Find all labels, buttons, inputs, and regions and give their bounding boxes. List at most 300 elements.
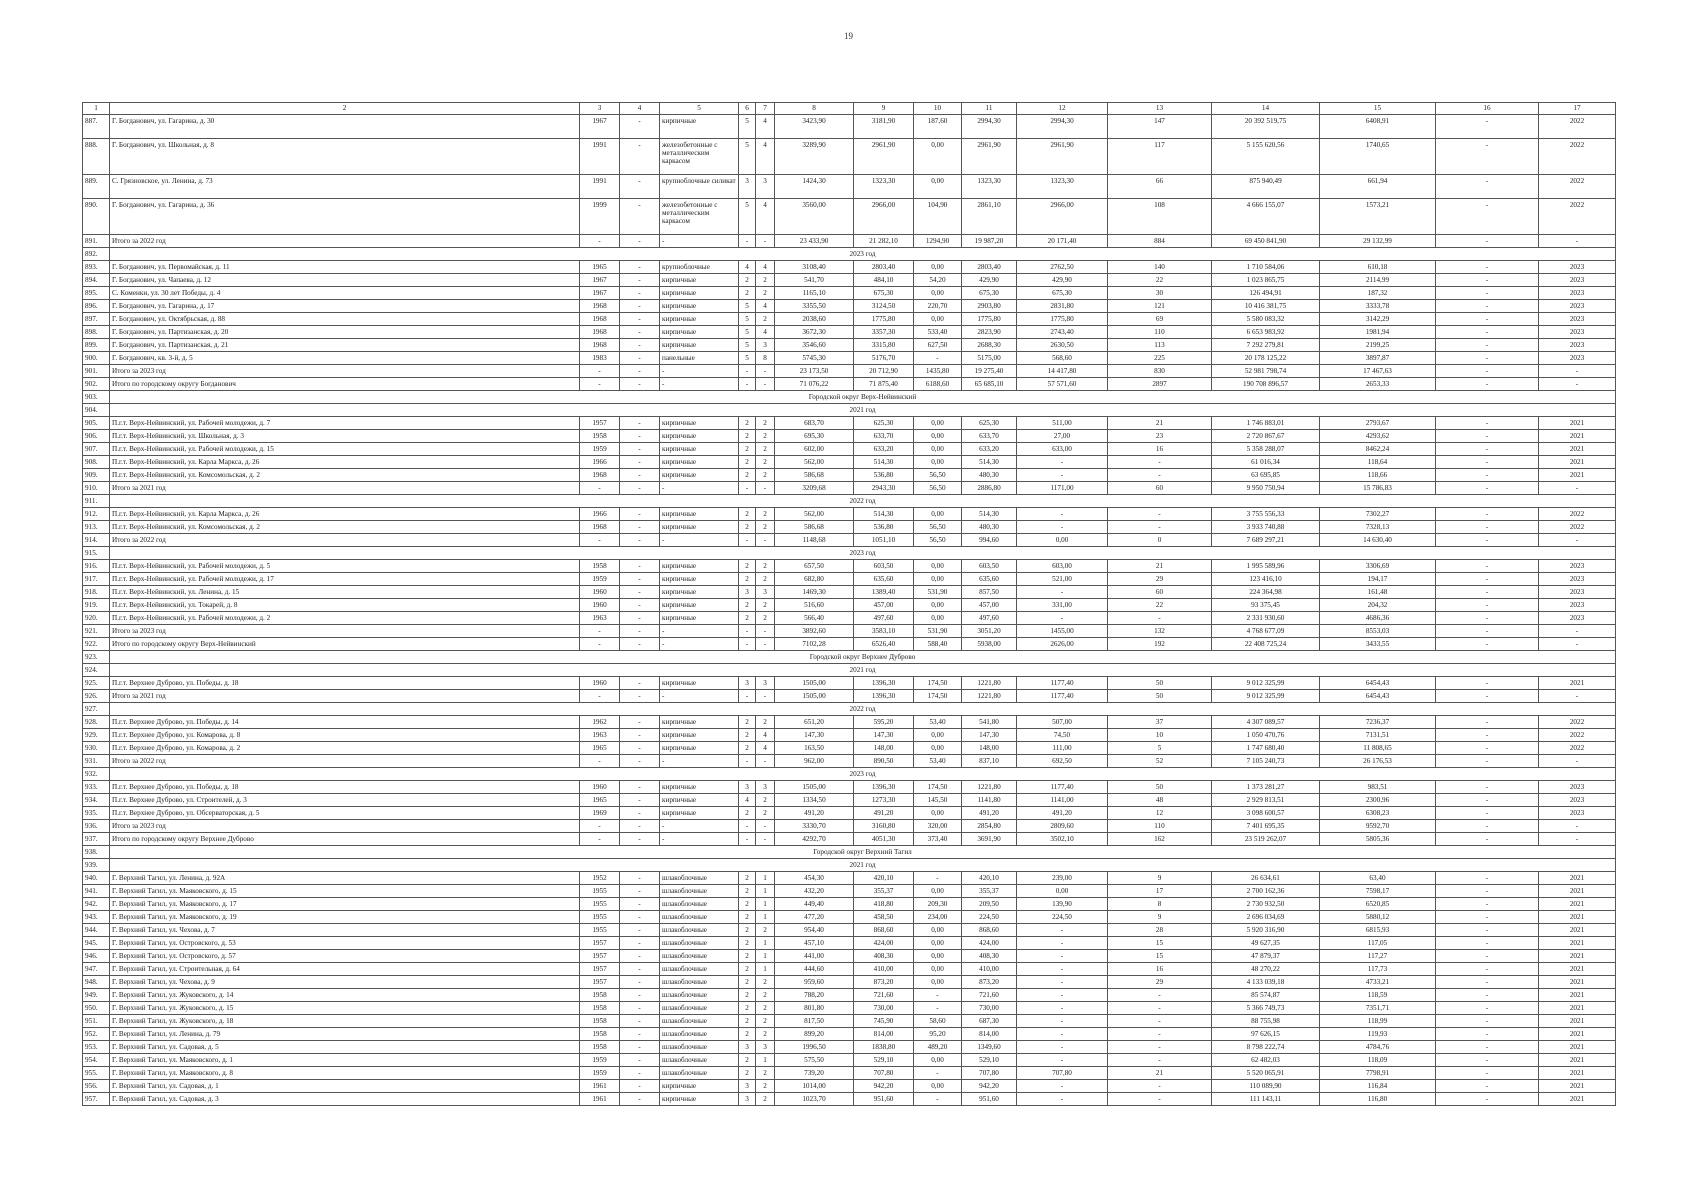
table-row	[83, 612, 1616, 625]
table-cell: 1424,30	[775, 175, 854, 199]
table-cell: кирпичные	[660, 781, 739, 794]
table-cell: 1740,65	[1320, 139, 1436, 175]
table-cell: -	[1436, 300, 1539, 313]
table-cell: -	[580, 638, 620, 651]
table-cell: -	[1017, 1015, 1108, 1028]
table-cell: 37	[1108, 716, 1212, 729]
table-cell: -	[1436, 235, 1539, 248]
table-cell: -	[1436, 833, 1539, 846]
table-cell: -	[1436, 469, 1539, 482]
address-cell: Г. Верхний Тагил, ул. Островского, д. 57	[110, 950, 580, 963]
table-cell: -	[1017, 508, 1108, 521]
table-cell: 0,00	[914, 729, 962, 742]
address-cell: Г. Верхний Тагил, ул. Ленина, д. 79	[110, 1028, 580, 1041]
section-heading: 2021 год	[110, 859, 1616, 872]
table-cell: 5880,12	[1320, 911, 1436, 924]
table-cell: -	[1017, 963, 1108, 976]
table-cell: 408,30	[854, 950, 914, 963]
table-cell: шлакоблочные	[660, 1002, 739, 1015]
table-cell: 2021	[1539, 1041, 1616, 1054]
table-cell: 529,10	[854, 1054, 914, 1067]
table-cell: кирпичные	[660, 443, 739, 456]
table-cell: 26 176,53	[1320, 755, 1436, 768]
table-cell: 15	[1108, 950, 1212, 963]
row-number: 904.	[83, 404, 110, 417]
table-cell: 2886,80	[962, 482, 1017, 495]
table-cell: -	[756, 378, 775, 391]
table-cell: 209,50	[962, 898, 1017, 911]
row-number: 910.	[83, 482, 110, 495]
table-row	[83, 1067, 1616, 1080]
table-cell: 121	[1108, 300, 1212, 313]
table-cell: -	[1017, 1002, 1108, 1015]
table-cell: 0,00	[1017, 885, 1108, 898]
table-cell: 1177,40	[1017, 781, 1108, 794]
table-row	[83, 599, 1616, 612]
table-cell: 9 012 325,99	[1212, 677, 1320, 690]
section-heading: Городской округ Верхний Тагил	[110, 846, 1616, 859]
table-cell: 1968	[580, 300, 620, 313]
table-cell: 5	[739, 115, 756, 139]
table-cell: 1955	[580, 898, 620, 911]
address-cell: Г. Верхний Тагил, ул. Жуковского, д. 18	[110, 1015, 580, 1028]
table-cell: 801,80	[775, 1002, 854, 1015]
table-cell: 2023	[1539, 586, 1616, 599]
table-cell: 2	[756, 430, 775, 443]
table-cell: 2	[739, 287, 756, 300]
table-cell: 1968	[580, 339, 620, 352]
table-cell: -	[1017, 612, 1108, 625]
table-cell: 3	[739, 781, 756, 794]
table-cell: шлакоблочные	[660, 1041, 739, 1054]
row-number: 948.	[83, 976, 110, 989]
table-cell: 873,20	[962, 976, 1017, 989]
table-cell: 7 105 240,73	[1212, 755, 1320, 768]
table-row	[83, 586, 1616, 599]
table-cell: 1960	[580, 781, 620, 794]
table-cell: 1349,60	[962, 1041, 1017, 1054]
table-cell: -	[580, 833, 620, 846]
table-cell: -	[1436, 1080, 1539, 1093]
table-row	[83, 794, 1616, 807]
row-number: 926.	[83, 690, 110, 703]
table-cell: 2762,50	[1017, 261, 1108, 274]
table-cell: -	[739, 534, 756, 547]
section-heading: 2022 год	[110, 495, 1616, 508]
table-cell: -	[1436, 963, 1539, 976]
address-cell: Итого за 2023 год	[110, 625, 580, 638]
table-cell: 116,84	[1320, 1080, 1436, 1093]
table-cell: 1014,00	[775, 1080, 854, 1093]
table-cell: 899,20	[775, 1028, 854, 1041]
table-cell: 66	[1108, 175, 1212, 199]
table-cell: 3	[739, 586, 756, 599]
column-number: 10	[914, 103, 962, 115]
table-cell: 0,00	[914, 924, 962, 937]
table-cell: 2021	[1539, 937, 1616, 950]
table-cell: -	[620, 287, 660, 300]
table-cell: -	[756, 534, 775, 547]
table-cell: 145,50	[914, 794, 962, 807]
table-cell: кирпичные	[660, 1080, 739, 1093]
table-cell: 721,60	[854, 989, 914, 1002]
table-cell: 1965	[580, 261, 620, 274]
table-cell: -	[1436, 638, 1539, 651]
row-number: 947.	[83, 963, 110, 976]
table-cell: 2023	[1539, 274, 1616, 287]
table-row	[83, 352, 1616, 365]
table-cell: 1775,80	[1017, 313, 1108, 326]
section-row	[83, 703, 1616, 716]
table-cell: -	[580, 534, 620, 547]
table-cell: 1455,00	[1017, 625, 1108, 638]
table-cell: 7598,17	[1320, 885, 1436, 898]
table-cell: 56,50	[914, 482, 962, 495]
table-cell: 0,00	[914, 976, 962, 989]
table-cell: 6 653 983,92	[1212, 326, 1320, 339]
table-cell: 2021	[1539, 911, 1616, 924]
table-cell: -	[1436, 820, 1539, 833]
column-number: 8	[775, 103, 854, 115]
table-cell: 2	[756, 456, 775, 469]
table-cell: -	[1436, 352, 1539, 365]
row-number: 913.	[83, 521, 110, 534]
table-cell: 2	[739, 924, 756, 937]
table-cell: 1952	[580, 872, 620, 885]
table-cell: 2803,40	[962, 261, 1017, 274]
table-cell: 174,50	[914, 677, 962, 690]
address-cell: Г. Верхний Тагил, ул. Садовая, д. 1	[110, 1080, 580, 1093]
table-cell: 2 730 932,50	[1212, 898, 1320, 911]
table-cell: 1959	[580, 1067, 620, 1080]
section-row	[83, 768, 1616, 781]
table-cell: кирпичные	[660, 339, 739, 352]
table-cell: 1959	[580, 443, 620, 456]
table-cell: 3691,90	[962, 833, 1017, 846]
table-cell: -	[756, 690, 775, 703]
table-cell: 49 627,35	[1212, 937, 1320, 950]
table-cell: 3330,70	[775, 820, 854, 833]
table-row	[83, 885, 1616, 898]
table-cell: 8 798 222,74	[1212, 1041, 1320, 1054]
table-cell: 2021	[1539, 1080, 1616, 1093]
table-cell: -	[580, 482, 620, 495]
table-cell: 541,70	[775, 274, 854, 287]
table-cell: 633,70	[854, 430, 914, 443]
row-number: 921.	[83, 625, 110, 638]
address-cell: Г. Богданович, ул. Первомайская, д. 11	[110, 261, 580, 274]
table-cell: 1958	[580, 430, 620, 443]
table-cell: 373,40	[914, 833, 962, 846]
table-cell: 1983	[580, 352, 620, 365]
table-cell: 187,60	[914, 115, 962, 139]
table-cell: -	[1436, 950, 1539, 963]
address-cell: Г. Богданович, ул. Гагарина, д. 17	[110, 300, 580, 313]
table-cell: 117,05	[1320, 937, 1436, 950]
table-cell: 8	[1108, 898, 1212, 911]
table-cell: 0,00	[914, 430, 962, 443]
row-number: 890.	[83, 199, 110, 235]
table-cell: кирпичные	[660, 287, 739, 300]
table-cell: -	[739, 365, 756, 378]
table-cell: 5175,00	[962, 352, 1017, 365]
table-cell: 7102,28	[775, 638, 854, 651]
column-number: 4	[620, 103, 660, 115]
table-cell: 54,20	[914, 274, 962, 287]
table-cell: 26 634,61	[1212, 872, 1320, 885]
table-cell: 1 995 589,96	[1212, 560, 1320, 573]
table-cell: -	[1436, 729, 1539, 742]
section-row	[83, 547, 1616, 560]
table-cell: 7 401 695,35	[1212, 820, 1320, 833]
row-number: 887.	[83, 115, 110, 139]
table-cell: 951,60	[854, 1093, 914, 1106]
row-number: 900.	[83, 352, 110, 365]
table-cell: -	[1436, 1002, 1539, 1015]
table-cell: 2	[739, 807, 756, 820]
section-row	[83, 664, 1616, 677]
table-cell: -	[620, 508, 660, 521]
column-number: 2	[110, 103, 580, 115]
row-number: 940.	[83, 872, 110, 885]
table-cell: 0,00	[914, 139, 962, 175]
table-cell: 3051,20	[962, 625, 1017, 638]
table-cell: 0,00	[914, 742, 962, 755]
table-cell: 29	[1108, 573, 1212, 586]
table-cell: 516,60	[775, 599, 854, 612]
table-cell: 1141,80	[962, 794, 1017, 807]
address-cell: Г. Верхний Тагил, ул. Ленина, д. 92А	[110, 872, 580, 885]
table-cell: 687,30	[962, 1015, 1017, 1028]
table-cell: 884	[1108, 235, 1212, 248]
row-number: 950.	[83, 1002, 110, 1015]
table-cell: 730,00	[962, 1002, 1017, 1015]
row-number: 923.	[83, 651, 110, 664]
table-cell: 3333,78	[1320, 300, 1436, 313]
table-cell: 2023	[1539, 612, 1616, 625]
table-cell: 0,00	[914, 287, 962, 300]
table-cell: 1981,94	[1320, 326, 1436, 339]
table-cell: 2	[756, 1002, 775, 1015]
table-cell: 1 710 584,06	[1212, 261, 1320, 274]
table-cell: 355,37	[962, 885, 1017, 898]
table-cell: 1967	[580, 274, 620, 287]
address-cell: Г. Верхний Тагил, ул. Маяковского, д. 8	[110, 1067, 580, 1080]
table-cell: 491,20	[854, 807, 914, 820]
table-cell: 224,50	[962, 911, 1017, 924]
table-row	[83, 274, 1616, 287]
table-cell: 147	[1108, 115, 1212, 139]
row-number: 894.	[83, 274, 110, 287]
column-number-row	[83, 103, 1616, 115]
table-cell: 2	[739, 573, 756, 586]
address-cell: Г. Богданович, ул. Чапаева, д. 12	[110, 274, 580, 287]
table-cell: шлакоблочные	[660, 976, 739, 989]
table-cell: 3	[756, 586, 775, 599]
table-cell: 2803,40	[854, 261, 914, 274]
table-row	[83, 573, 1616, 586]
table-cell: 4	[739, 261, 756, 274]
address-cell: Г. Богданович, ул. Школьная, д. 8	[110, 139, 580, 175]
table-cell: 497,60	[962, 612, 1017, 625]
table-cell: 873,20	[854, 976, 914, 989]
row-number: 929.	[83, 729, 110, 742]
row-number: 897.	[83, 313, 110, 326]
row-number: 930.	[83, 742, 110, 755]
row-number: 919.	[83, 599, 110, 612]
table-cell: 110 089,90	[1212, 1080, 1320, 1093]
table-cell: 5 366 749,73	[1212, 1002, 1320, 1015]
row-number: 892.	[83, 248, 110, 261]
table-cell: 2023	[1539, 313, 1616, 326]
table-cell: -	[1539, 755, 1616, 768]
table-cell: 2199,25	[1320, 339, 1436, 352]
table-cell: кирпичные	[660, 300, 739, 313]
table-cell: -	[1436, 586, 1539, 599]
address-cell: Итого за 2022 год	[110, 534, 580, 547]
table-cell: шлакоблочные	[660, 937, 739, 950]
table-cell: 627,50	[914, 339, 962, 352]
address-cell: П.г.т. Верх-Нейвинский, ул. Ленина, д. 15	[110, 586, 580, 599]
table-cell: -	[620, 456, 660, 469]
table-cell: -	[1108, 469, 1212, 482]
table-cell: 0,00	[914, 175, 962, 199]
table-cell: 3 755 556,33	[1212, 508, 1320, 521]
table-cell: -	[1539, 820, 1616, 833]
table-cell: 11 808,65	[1320, 742, 1436, 755]
row-number: 916.	[83, 560, 110, 573]
address-cell: Г. Верхний Тагил, ул. Островского, д. 53	[110, 937, 580, 950]
table-cell: 1965	[580, 794, 620, 807]
table-cell: 2022	[1539, 175, 1616, 199]
row-number: 956.	[83, 1080, 110, 1093]
table-cell: 2021	[1539, 1067, 1616, 1080]
table-cell: -	[1436, 115, 1539, 139]
table-cell: -	[1539, 690, 1616, 703]
table-row	[83, 742, 1616, 755]
section-heading: Городской округ Верх-Нейвинский	[110, 391, 1616, 404]
table-cell: 1	[756, 885, 775, 898]
table-cell: 1 747 680,40	[1212, 742, 1320, 755]
table-cell: 19 987,20	[962, 235, 1017, 248]
column-number: 14	[1212, 103, 1320, 115]
table-cell: 147,30	[854, 729, 914, 742]
row-number: 917.	[83, 573, 110, 586]
table-cell: 61 016,34	[1212, 456, 1320, 469]
table-cell: 531,90	[914, 625, 962, 638]
table-cell: 48	[1108, 794, 1212, 807]
table-cell: 3	[756, 677, 775, 690]
table-cell: -	[580, 755, 620, 768]
table-cell: 954,40	[775, 924, 854, 937]
table-cell: 2023	[1539, 300, 1616, 313]
table-cell: -	[620, 115, 660, 139]
row-number: 891.	[83, 235, 110, 248]
table-cell: 0,00	[914, 456, 962, 469]
table-cell: 2022	[1539, 742, 1616, 755]
table-cell: 3355,50	[775, 300, 854, 313]
table-cell: шлакоблочные	[660, 872, 739, 885]
table-cell: 5	[1108, 742, 1212, 755]
table-cell: 536,80	[854, 469, 914, 482]
row-number: 899.	[83, 339, 110, 352]
table-cell: 1221,80	[962, 677, 1017, 690]
address-cell: П.г.т. Верх-Нейвинский, ул. Карла Маркса, д. 26	[110, 456, 580, 469]
table-cell: -	[620, 417, 660, 430]
table-cell: 1958	[580, 560, 620, 573]
table-row	[83, 482, 1616, 495]
table-cell: 118,99	[1320, 1015, 1436, 1028]
table-cell: 420,10	[854, 872, 914, 885]
table-cell: 95,20	[914, 1028, 962, 1041]
table-cell: -	[580, 625, 620, 638]
table-cell: 1	[756, 911, 775, 924]
table-cell: 21	[1108, 1067, 1212, 1080]
table-row	[83, 872, 1616, 885]
section-row	[83, 859, 1616, 872]
table-cell: 148,00	[854, 742, 914, 755]
table-cell: 2	[756, 469, 775, 482]
table-cell: 2	[739, 872, 756, 885]
table-cell: -	[1436, 612, 1539, 625]
table-cell: -	[660, 820, 739, 833]
table-cell: 2038,60	[775, 313, 854, 326]
table-cell: 1	[756, 898, 775, 911]
table-cell: -	[620, 937, 660, 950]
table-cell: 63 695,85	[1212, 469, 1320, 482]
table-cell: 5	[739, 326, 756, 339]
table-cell: 69	[1108, 313, 1212, 326]
table-cell: 1966	[580, 508, 620, 521]
table-cell: 6454,43	[1320, 690, 1436, 703]
table-cell: 331,00	[1017, 599, 1108, 612]
table-cell: -	[1436, 365, 1539, 378]
table-cell: 1838,80	[854, 1041, 914, 1054]
table-cell: 69 450 841,90	[1212, 235, 1320, 248]
table-cell: -	[580, 820, 620, 833]
table-cell: 1171,00	[1017, 482, 1108, 495]
table-cell: -	[1436, 911, 1539, 924]
table-cell: 449,40	[775, 898, 854, 911]
table-cell: 788,20	[775, 989, 854, 1002]
table-cell: 7 292 279,81	[1212, 339, 1320, 352]
table-cell: 2	[739, 911, 756, 924]
table-cell: -	[1436, 534, 1539, 547]
table-row	[83, 417, 1616, 430]
table-cell: 730,00	[854, 1002, 914, 1015]
table-cell: 7131,51	[1320, 729, 1436, 742]
address-cell: П.г.т. Верхнее Дуброво, ул. Комарова, д. 8	[110, 729, 580, 742]
table-cell: -	[756, 625, 775, 638]
table-cell: -	[620, 625, 660, 638]
table-cell: 5 920 316,90	[1212, 924, 1320, 937]
table-cell: -	[1436, 417, 1539, 430]
table-cell: 50	[1108, 677, 1212, 690]
table-cell: 60	[1108, 482, 1212, 495]
table-cell: -	[1436, 573, 1539, 586]
table-cell: кирпичные	[660, 115, 739, 139]
address-cell: Г. Верхний Тагил, ул. Жуковского, д. 15	[110, 1002, 580, 1015]
table-cell: 0,00	[914, 963, 962, 976]
table-row	[83, 638, 1616, 651]
table-cell: 410,00	[962, 963, 1017, 976]
table-cell: -	[739, 755, 756, 768]
table-cell: 2961,90	[1017, 139, 1108, 175]
table-cell: 2	[756, 1015, 775, 1028]
register-table	[82, 102, 1616, 1106]
table-cell: 1	[756, 950, 775, 963]
table-row	[83, 313, 1616, 326]
